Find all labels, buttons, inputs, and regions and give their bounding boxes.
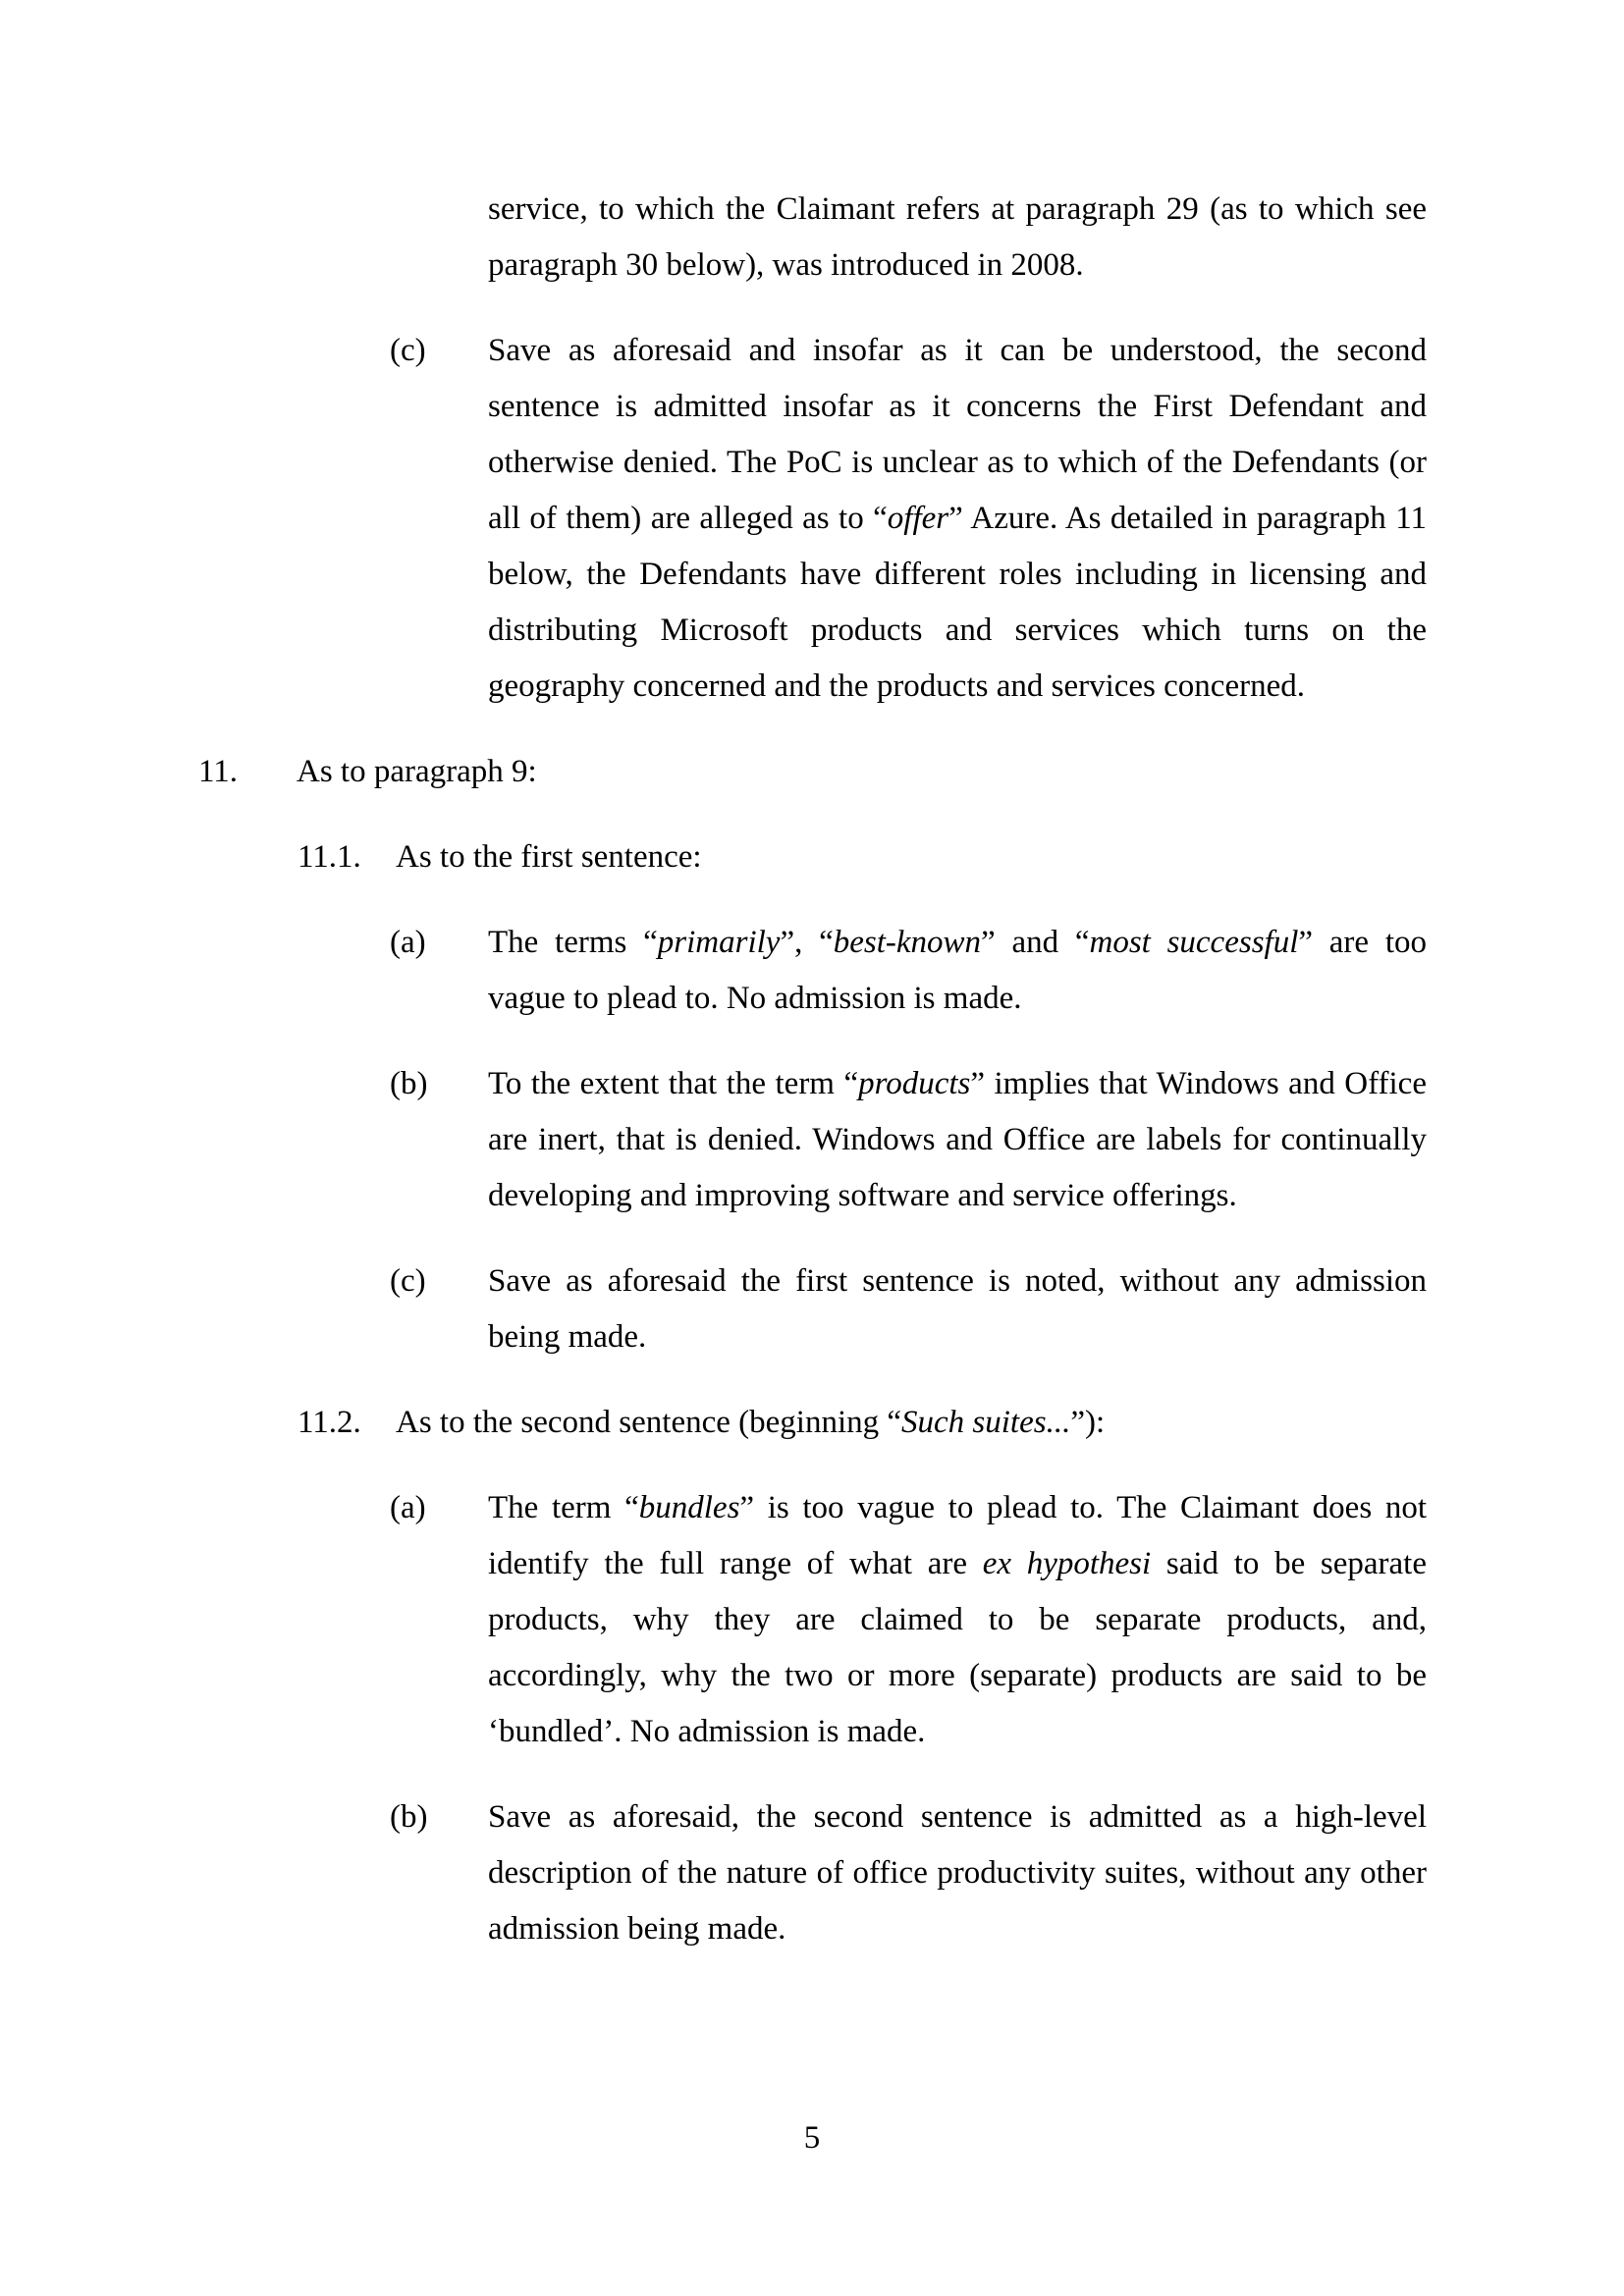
italic-run: offer [887,501,949,536]
paragraph [390,1056,1427,1224]
text-run: To the extent that the term “ [488,1066,859,1101]
paragraph-text [488,1490,1427,1749]
paragraph [390,323,1428,715]
italic-run: primarily [657,925,781,960]
text-run: As to the second sentence (beginning “ [396,1405,902,1440]
paragraph-text [488,191,1427,283]
paragraph [390,1480,1427,1760]
paragraph-text [396,839,702,875]
text-run: service, to which the Claimant refers at paragraph 29 (as to which see paragraph 30 below), was introduced in 2008. [488,191,1427,283]
text-run: Save as aforesaid the first sentence is noted, without any admission being made. [488,1263,1427,1355]
paragraph-marker: (b) [390,1799,428,1835]
text-run: ” Azure. As detailed in paragraph 11 below, the Defendants have different roles including in licensing and distributing Microsoft products and services which turns on the geography concerned and the products and services concerned. [488,501,1428,704]
paragraph-text [488,333,1427,704]
text-run: The term “ [488,1490,639,1525]
text-run: said to be separate products, why they are claimed to be separate products, and, accordingly, why the two or more (separate) products are said to be ‘bundled’. No admission is made. [488,1546,1427,1749]
paragraph [390,1789,1427,1957]
text-run: As to paragraph 9: [297,754,537,789]
paragraph-text [488,1263,1427,1355]
text-run: The terms “ [488,925,658,960]
text-run: ”, “ [780,925,834,960]
page-number: 5 [803,2120,821,2156]
italic-run: bundles [638,1490,740,1525]
text-run: Save as aforesaid, the second sentence is admitted as a high-level description of the nature of office productivity suites, without any other admission being made. [488,1799,1427,1947]
paragraph-text [488,1066,1427,1213]
paragraph [298,1395,1427,1451]
paragraph-text [488,1799,1427,1947]
paragraph [298,829,1427,885]
paragraph-marker: (c) [390,1263,426,1299]
paragraph [390,1254,1427,1365]
paragraph-marker: (a) [390,925,426,960]
italic-run: most successful [1089,925,1299,960]
paragraph-marker: 11. [198,754,239,789]
paragraph-marker: (b) [390,1066,428,1101]
text-run: ” implies that Windows and Office are inert, that is denied. Windows and Office are labels for continually developing and improving software and service offerings. [488,1066,1427,1213]
text-run: As to the first sentence: [396,839,702,875]
paragraph-marker: (c) [390,333,426,368]
italic-run: Such suites... [901,1405,1071,1440]
paragraph [488,182,1427,294]
paragraph-text [396,1405,1105,1440]
paragraph-marker: 11.2. [298,1405,361,1440]
document-body [0,182,1624,1987]
paragraph-marker: 11.1. [298,839,361,875]
paragraph-text [488,925,1427,1016]
text-run: ”): [1070,1405,1106,1440]
italic-run: products [858,1066,971,1101]
text-run: ” are too vague to plead to. No admission is made. [488,925,1427,1016]
paragraph [390,915,1427,1027]
paragraph-text [297,754,537,789]
paragraph [198,744,1427,800]
paragraph-marker: (a) [390,1490,426,1525]
italic-run: best-known [833,925,982,960]
text-run: Save as aforesaid and insofar as it can be understood, the second sentence is admitted insofar as it concerns the First Defendant and otherwise denied. The PoC is unclear as to which of the Defendants (or all of them) are alleged as to “ [488,333,1427,536]
italic-run: ex hypothesi [982,1546,1152,1581]
text-run: ” is too vague to plead to. The Claimant does not identify the full range of what are [488,1490,1427,1581]
text-run: ” and “ [981,925,1090,960]
